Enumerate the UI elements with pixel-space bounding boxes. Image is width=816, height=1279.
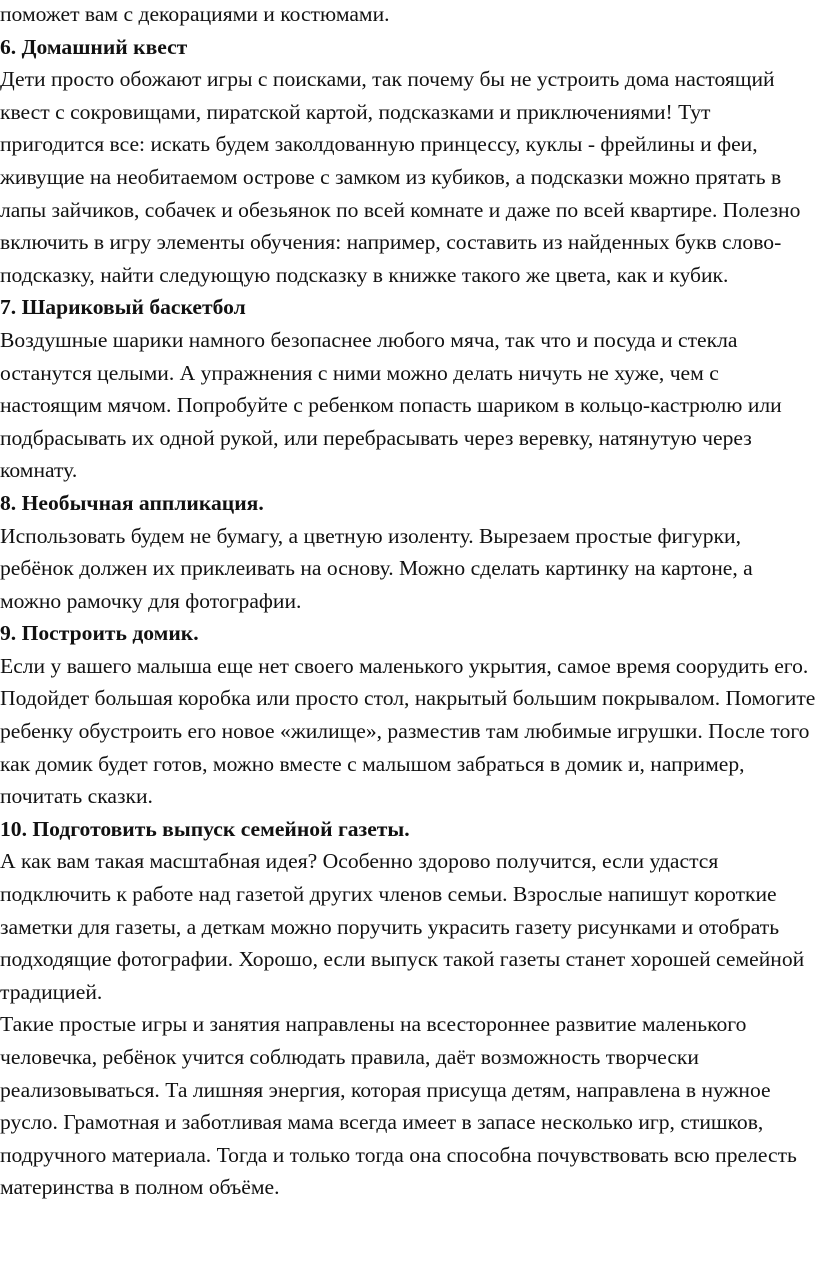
paragraph-family-newspaper: А как вам такая масштабная идея? Особенно здорово получится, если удастся подключить к работе над газетой других членов семьи. Взрослые напишут короткие заметки для газеты, а деткам можно поручить украсить газету рисунками и отобрать подходящие фотографии. Хорошо, если выпуск такой газеты станет хорошей семейной традицией.	[0, 849, 805, 1004]
paragraph-unusual-applique: Использовать будем не бумагу, а цветную изоленту. Вырезаем простые фигурки, ребёнок должен их приклеивать на основу. Можно сделать картинку на картоне, а можно рамочку для фотографии.	[0, 523, 753, 613]
intro-tail-paragraph: поможет вам с декорациями и костюмами.	[0, 2, 390, 26]
heading-balloon-basketball: 7. Шариковый баскетбол	[0, 295, 246, 320]
heading-home-quest: 6. Домашний квест	[0, 34, 188, 59]
conclusion-paragraph: Такие простые игры и занятия направлены на всестороннее развитие маленького человечка, ребёнок учится соблюдать правила, даёт возможность творчески реализовываться. Та лишняя энергия, которая присуща детям, направлена в нужное русло. Грамотная и заботливая мама всегда имеет в запасе несколько игр, стишков, подручного материала. Тогда и только тогда она способна почувствовать всю прелесть материнства в полном объёме.	[0, 1012, 797, 1200]
paragraph-build-house: Если у вашего малыша еще нет своего маленького укрытия, самое время соорудить его. Подойдет большая коробка или просто стол, накрытый большим покрывалом. Помогите ребенку обустроить его новое «жилище», разместив там любимые игрушки. После того как домик будет готов, можно вместе с малышом забраться в домик и, например, почитать сказки.	[0, 653, 816, 809]
paragraph-balloon-basketball: Воздушные шарики намного безопаснее любого мяча, так что и посуда и стекла останутся целыми. А упражнения с ними можно делать ничуть не хуже, чем с настоящим мячом. Попробуйте с ребенком попасть шариком в кольцо-кастрюлю или подбрасывать их одной рукой, или перебрасывать через веревку, натянутую через комнату.	[0, 327, 782, 483]
paragraph-home-quest: Дети просто обожают игры с поисками, так почему бы не устроить дома настоящий квест с сокровищами, пиратской картой, подсказками и приключениями! Тут пригодится все: искать будем заколдованную принцессу, куклы - фрейлины и феи, живущие на необитаемом острове с замком из кубиков, а подсказки можно прятать в лапы зайчиков, собачек и обезьянок по всей комнате и даже по всей квартире. Полезно включить в игру элементы обучения: например, составить из найденных букв слово-подсказку, найти следующую подсказку в книжке такого же цвета, как и кубик.	[0, 67, 801, 287]
heading-build-house: 9. Построить домик.	[0, 621, 199, 646]
heading-family-newspaper: 10. Подготовить выпуск семейной газеты.	[0, 816, 410, 841]
heading-unusual-applique: 8. Необычная аппликация.	[0, 490, 264, 515]
